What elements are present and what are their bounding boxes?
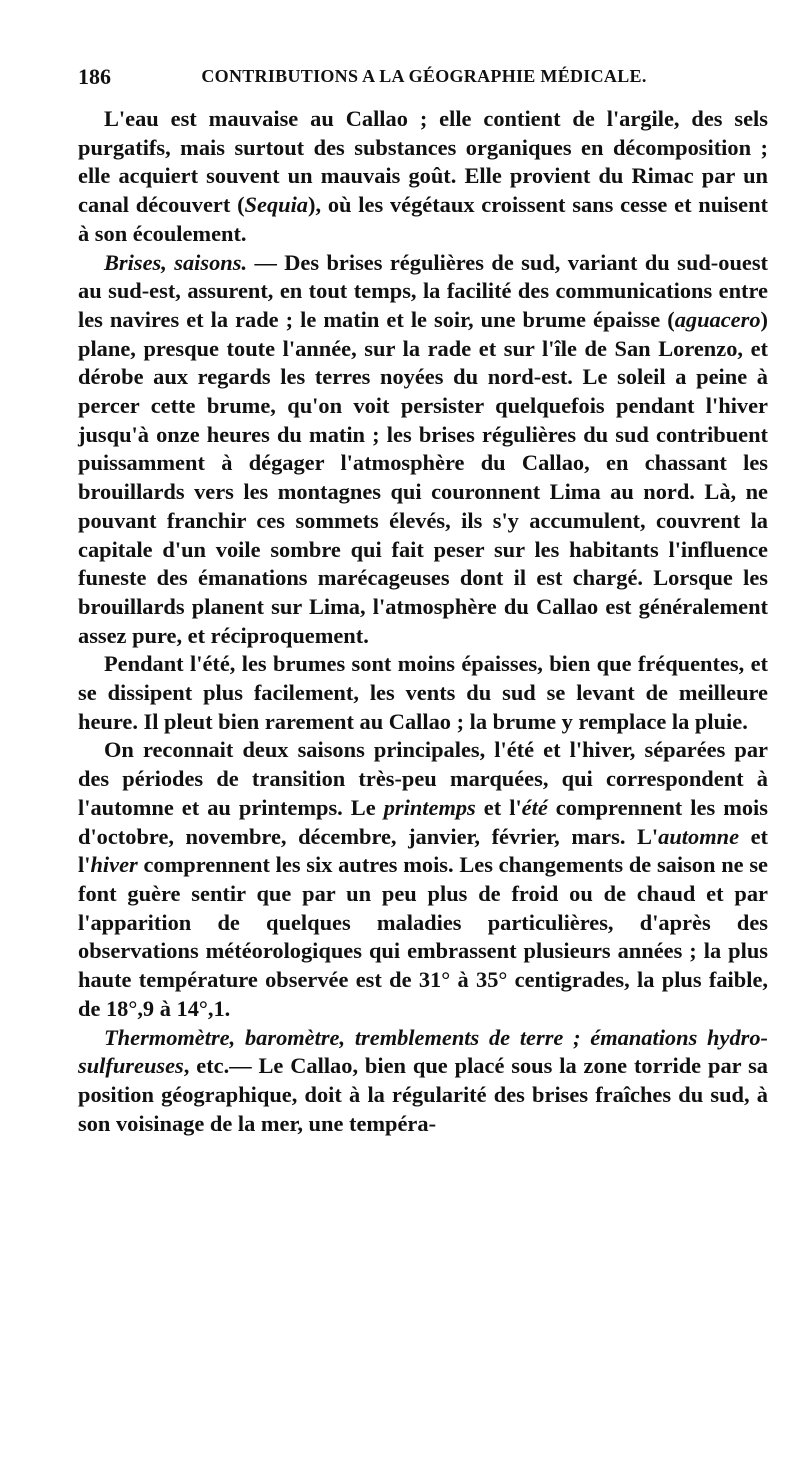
text-run: comprennent les six autres mois. Les changements de saison ne se font guère sentir que par un peu plus de froid ou de chaud et par l'apparition de quelques maladies particulières, d'après des observations météorologiques qui embrassent plusieurs années ; la plus haute température observée est de 31° à 35° centigrades, la plus faible, de 18°,9 à 14°,1. — [78, 852, 768, 1021]
body-text — [78, 105, 768, 1138]
section-heading-thermometre: Thermomètre, baromètre, tremblements de terre ; émanations — [104, 1024, 708, 1050]
running-title: CONTRIBUTIONS A LA GÉOGRAPHIE MÉDICALE. — [201, 66, 647, 86]
italic-term-automne: automne — [658, 823, 740, 849]
italic-term-sequia: Sequia — [244, 192, 309, 218]
italic-term-ete: été — [521, 794, 548, 820]
section-heading-hydro-sulfureuses: hydro-sulfureuses — [78, 1024, 768, 1079]
text-run: comprennent les mois d'octobre, novembre, décembre, janvier, février, mars. L' — [78, 794, 768, 849]
section-heading-brises: Brises, saisons. — [104, 249, 248, 275]
text-run: On reconnait deux saisons principales, l'été et l'hiver, séparées par des périodes de transition très-peu marquées, qui correspondent à l'automne et au printemps. Le — [78, 737, 768, 820]
paragraph-summer: Pendant l'été, les brumes sont moins épaisses, bien que fréquentes, et se dissipent plus facilement, les vents du sud se levant de meilleure heure. Il pleut bien rarement au Callao ; la brume y remplace la pluie. — [78, 651, 768, 734]
text-run: ), où les végétaux croissent sans cesse et nuisent à son écoulement. — [78, 192, 768, 246]
text-run: L'eau est mauvaise au Callao ; elle contient de l'argile, des sels purgatifs, mais surtout des substances organiques en décomposition ; elle acquiert souvent un mauvais goût. Elle provient du Rimac par un canal découvert ( — [78, 106, 768, 218]
italic-term-printemps: printemps — [383, 794, 476, 820]
running-head — [78, 64, 770, 94]
text-run: , etc.— Le Callao, bien que placé sous la zone torride par sa position géographique, doit à la régularité des brises fraîches du sud, à son voisinage de la mer, une tempéra- — [78, 1053, 768, 1136]
page-number: 186 — [78, 64, 111, 89]
italic-term-aguacero: aguacero — [674, 306, 761, 332]
paragraph-thermometer — [78, 1024, 768, 1139]
italic-term-hiver: hiver — [90, 852, 138, 878]
text-run: ) plane, presque toute l'année, sur la rade et sur l'île de San Lorenzo, et dérobe aux regards les terres noyées du nord-est. Le soleil a peine à percer cette brume, qu'on voit persister quelquefois pendant l'hiver jusqu'à onze heures du matin ; les brises régulières du sud contribuent puissamment à dégager l'atmosphère du Callao, en chassant les brouillards vers les montagnes qui couronnent Lima au nord. Là, ne pouvant franchir ces sommets élevés, ils s'y accumulent, couvrent la capitale d'un voile sombre qui fait peser sur les habitants l'influence funeste des émanations marécageuses dont il est chargé. Lorsque les brouillards planent sur Lima, l'atmosphère du Callao est généralement assez pure, et réciproquement. — [78, 306, 768, 648]
text-run: et l' — [475, 794, 522, 820]
paragraph-seasons — [78, 736, 768, 1023]
paragraph-breezes — [78, 249, 768, 651]
paragraph-water — [78, 105, 768, 249]
text-run: — Des brises régulières de sud, variant du sud-ouest au sud-est, assurent, en tout temps, la facilité des communications entre les navires et la rade ; le matin et le soir, une brume épaisse ( — [78, 249, 768, 332]
text-run: et l' — [78, 823, 768, 878]
